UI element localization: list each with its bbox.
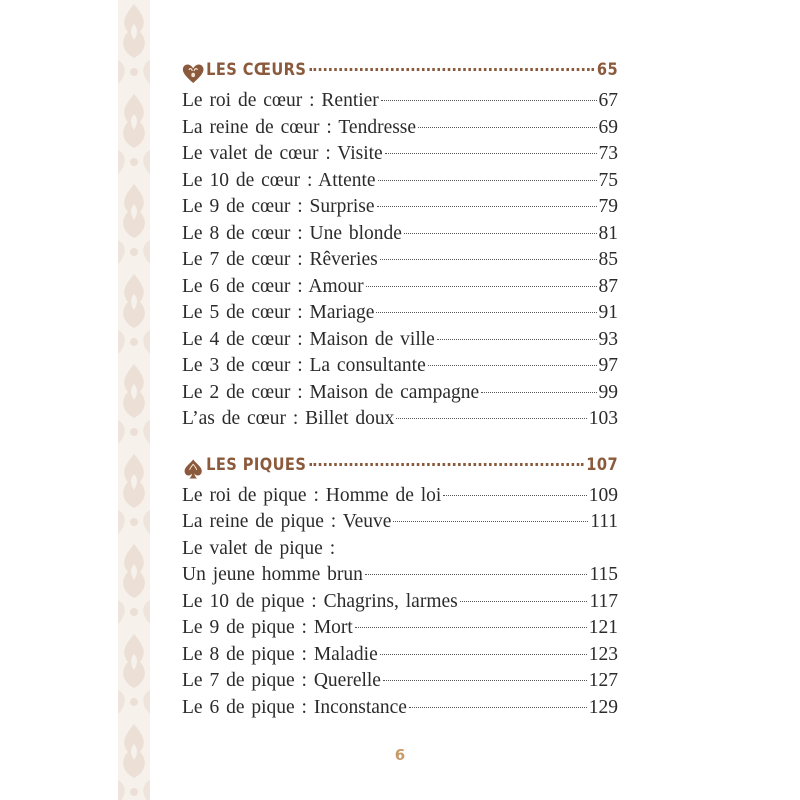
entry-label: Le valet de cœur : Visite — [182, 143, 383, 164]
toc-entry — [182, 221, 618, 248]
entry-page: 111 — [590, 511, 618, 532]
dot-leader — [377, 206, 597, 207]
entry-page: 121 — [588, 617, 618, 638]
toc-entry — [182, 589, 618, 616]
dot-leader — [376, 312, 596, 313]
dot-leader — [378, 180, 597, 181]
entry-label: Le 8 de cœur : Une blonde — [182, 222, 402, 244]
dot-leader — [381, 100, 597, 101]
entry-label: La reine de cœur : Tendresse — [182, 116, 417, 138]
toc-entry — [182, 274, 618, 301]
section-title: LES CŒURS — [206, 60, 307, 80]
entry-label: L’as de cœur : Billet doux — [182, 408, 395, 429]
dot-leader — [383, 680, 587, 681]
toc-entry — [182, 88, 618, 115]
entry-page: 67 — [598, 90, 618, 111]
entry-label: Le 10 de cœur : Attente — [182, 169, 376, 191]
section-heading-piques — [182, 455, 618, 483]
entry-label: Le 5 de cœur : Mariage — [182, 302, 375, 323]
spade-icon — [182, 459, 204, 479]
dot-leader — [428, 365, 597, 366]
section-title: LES PIQUES — [206, 454, 307, 475]
damask-ornament-icon — [118, 0, 150, 800]
entry-page: 117 — [589, 590, 618, 612]
entry-page: 81 — [598, 222, 618, 244]
table-of-contents — [182, 60, 618, 721]
toc-entry — [182, 194, 618, 221]
section-spacer — [182, 433, 618, 455]
dot-leader — [409, 707, 587, 708]
entry-page: 75 — [598, 169, 618, 191]
dot-leader — [309, 463, 584, 466]
dot-leader — [365, 574, 588, 575]
entry-label: Le 7 de pique : Querelle — [182, 670, 381, 691]
entry-label: Le valet de pique : — [182, 537, 336, 559]
entry-label: Le 4 de cœur : Maison de ville — [182, 328, 435, 350]
dot-leader — [355, 627, 587, 628]
toc-entry — [182, 141, 618, 168]
entry-page: 91 — [598, 302, 618, 323]
toc-entry — [182, 247, 618, 274]
dot-leader — [418, 127, 596, 128]
section-page: 107 — [586, 454, 619, 475]
section-heading-coeurs — [182, 60, 618, 88]
toc-entry — [182, 536, 618, 563]
entry-page: 97 — [598, 355, 618, 376]
dot-leader — [443, 495, 586, 496]
entry-label: La reine de pique : Veuve — [182, 511, 392, 532]
toc-entry — [182, 353, 618, 380]
entry-label: Le 7 de cœur : Rêveries — [182, 249, 378, 270]
dot-leader — [366, 286, 597, 287]
toc-entry — [182, 509, 618, 536]
entry-label: Le 2 de cœur : Maison de campagne — [182, 381, 480, 403]
toc-entry — [182, 615, 618, 642]
dot-leader — [404, 233, 597, 234]
entry-page: 99 — [598, 381, 618, 403]
entry-label: Le 10 de pique : Chagrins, larmes — [182, 590, 458, 612]
toc-entry — [182, 300, 618, 327]
entry-page: 69 — [598, 116, 618, 138]
section-page: 65 — [596, 60, 619, 80]
dot-leader — [309, 68, 594, 71]
dot-leader — [460, 601, 588, 602]
entry-page: 103 — [588, 408, 618, 429]
page-number: 6 — [394, 746, 406, 764]
entry-label: Le 9 de pique : Mort — [182, 617, 353, 638]
entry-page: 79 — [598, 196, 618, 217]
entry-label: Le 9 de cœur : Surprise — [182, 196, 375, 217]
toc-entry — [182, 327, 618, 354]
dot-leader — [380, 259, 597, 260]
entry-label: Le 6 de pique : Inconstance — [182, 696, 407, 718]
dot-leader — [393, 521, 588, 522]
toc-entry — [182, 115, 618, 142]
dot-leader — [437, 339, 597, 340]
entry-label: Le roi de pique : Homme de loi — [182, 484, 442, 506]
entry-page: 115 — [589, 564, 618, 585]
entry-label: Un jeune homme brun — [182, 564, 363, 585]
entry-page: 85 — [598, 249, 618, 270]
entry-page: 129 — [588, 696, 618, 718]
dot-leader — [396, 418, 586, 419]
toc-entry — [182, 168, 618, 195]
entry-page: 109 — [588, 484, 618, 506]
toc-entry — [182, 562, 618, 589]
entry-label: Le 3 de cœur : La consultante — [182, 355, 426, 376]
toc-entry — [182, 668, 618, 695]
heart-icon — [182, 64, 204, 84]
dot-leader — [380, 654, 587, 655]
entry-page: 93 — [598, 328, 618, 350]
entry-page: 127 — [588, 670, 618, 691]
entry-label: Le roi de cœur : Rentier — [182, 90, 379, 111]
toc-entry — [182, 380, 618, 407]
toc-entry — [182, 695, 618, 722]
dot-leader — [385, 153, 597, 154]
entry-label: Le 8 de pique : Maladie — [182, 643, 378, 665]
decorative-border — [118, 0, 150, 800]
entry-page: 87 — [598, 275, 618, 297]
toc-entry — [182, 483, 618, 510]
entry-page: 73 — [598, 143, 618, 164]
dot-leader — [481, 392, 596, 393]
toc-entry — [182, 406, 618, 433]
entry-page: 123 — [588, 643, 618, 665]
entry-label: Le 6 de cœur : Amour — [182, 275, 364, 297]
toc-entry — [182, 642, 618, 669]
